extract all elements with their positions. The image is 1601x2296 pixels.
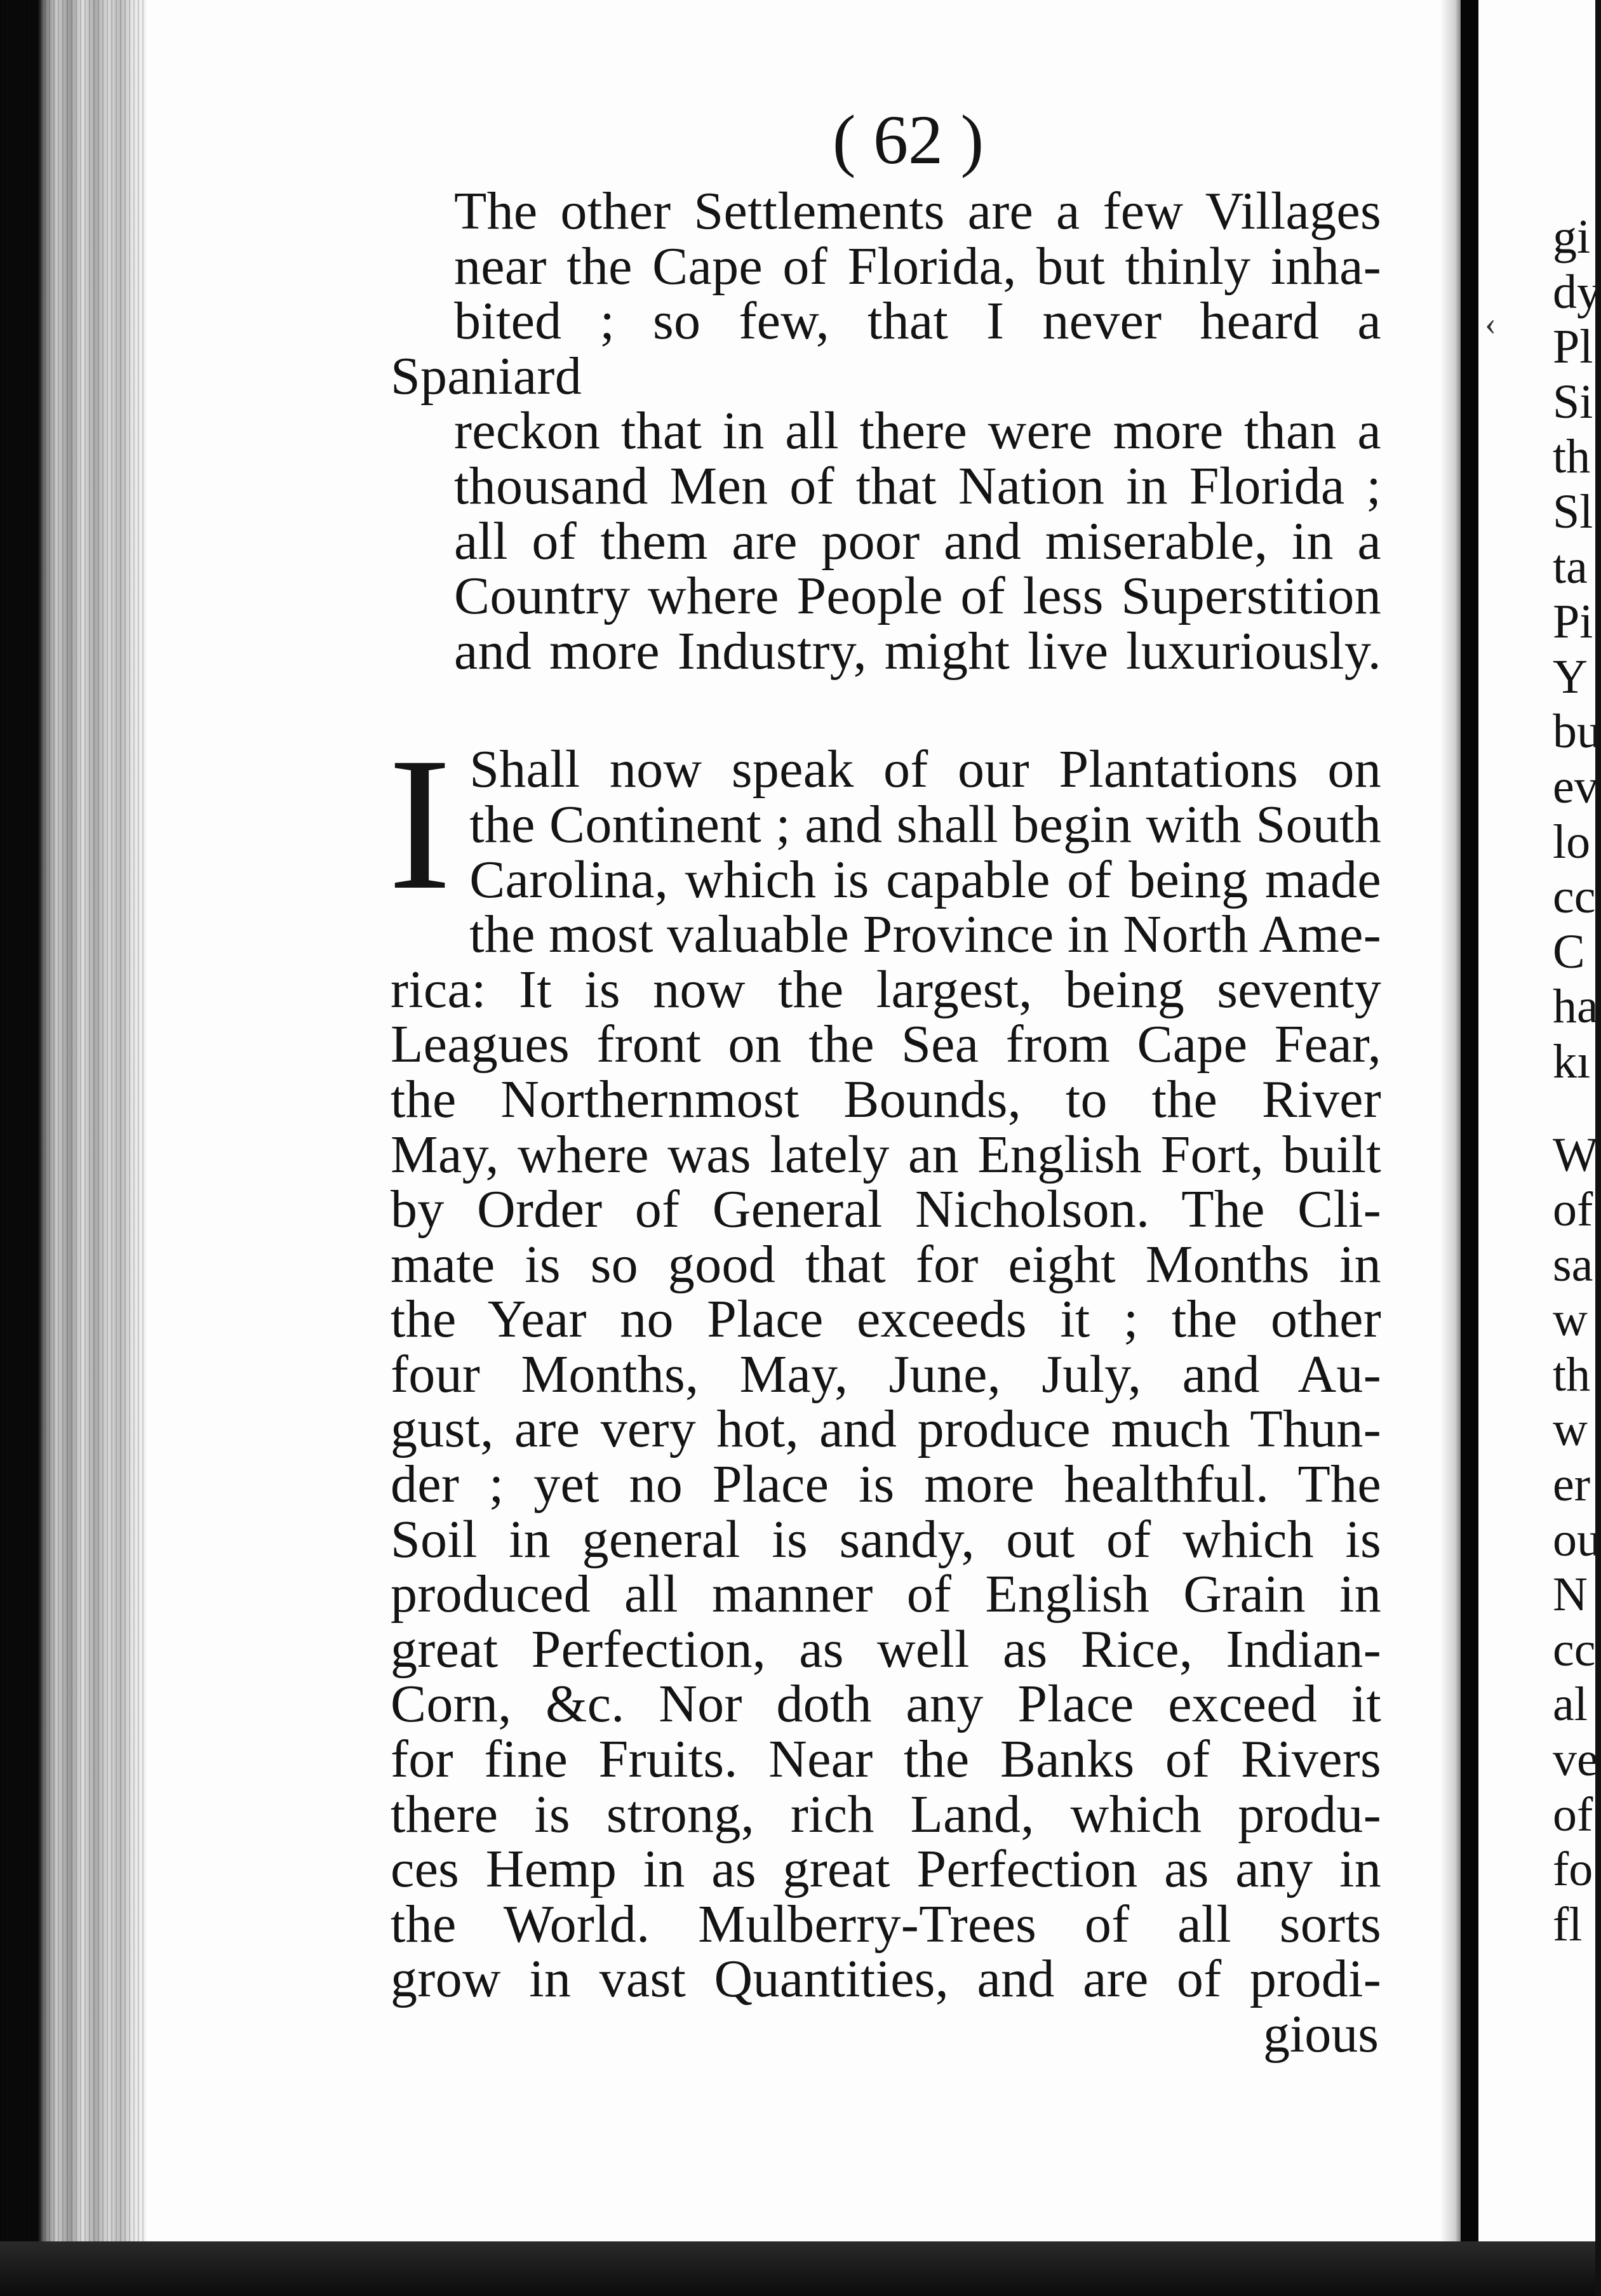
book-gutter <box>1461 0 1478 2296</box>
facing-page-fragment: th <box>1553 430 1591 484</box>
text-line: there is strong, rich Land, which produ- <box>391 1784 1381 1844</box>
text-line: rica: It is now the largest, being seventy <box>391 959 1381 1019</box>
facing-page-fragment: lo <box>1553 815 1591 869</box>
fragments-top <box>1553 210 1601 1090</box>
facing-page-fragment: C <box>1553 924 1585 978</box>
facing-page-fragment: of <box>1553 1787 1593 1841</box>
facing-page-fragment: al <box>1553 1678 1588 1732</box>
text-line: Leagues front on the Sea from Cape Fear, <box>391 1015 1381 1074</box>
facing-page-fragment: Pl <box>1553 320 1593 374</box>
margin-mark: ‹ <box>1485 304 1496 342</box>
facing-page-fragment: w <box>1553 1293 1588 1347</box>
text-line: Country where People of less Superstition <box>454 566 1381 626</box>
facing-page-fragment: W <box>1553 1128 1598 1182</box>
page-text <box>388 182 1381 2064</box>
text-line: the Continent ; and shall begin with South <box>469 794 1381 854</box>
facing-page-fragment: kı <box>1553 1034 1591 1088</box>
catchword: gious <box>1263 2005 1379 2064</box>
facing-page-fragment: ve <box>1553 1733 1598 1787</box>
paragraph-2-lines <box>391 742 1381 2007</box>
text-line: ces Hemp in as great Perfection as any in <box>391 1839 1381 1899</box>
facing-page-fragment: N <box>1553 1568 1588 1622</box>
text-line: Soil in general is sandy, out of which is <box>391 1509 1381 1569</box>
text-line: mate is so good that for eight Months in <box>391 1234 1381 1294</box>
fragments-bottom <box>1553 1128 1601 1952</box>
text-line: produced all manner of English Grain in <box>391 1565 1381 1624</box>
text-line: all of them are poor and miserable, in a <box>454 511 1381 571</box>
page-edges <box>0 0 146 2296</box>
facing-page-fragment: ev <box>1553 759 1598 813</box>
text-line: four Months, May, June, July, and Au- <box>391 1344 1381 1404</box>
facing-page-fragment: fo <box>1553 1843 1593 1897</box>
text-line: der ; yet no Place is more healthful. The <box>391 1455 1381 1514</box>
facing-page-fragment: gi <box>1553 210 1591 264</box>
facing-page-fragment: fl <box>1553 1897 1583 1951</box>
text-line: Corn, &c. Nor doth any Place exceed it <box>391 1674 1381 1734</box>
text-line: reckon that in all there were more than a <box>454 401 1381 461</box>
text-line: near the Cape of Florida, but thinly inha- <box>454 236 1381 296</box>
text-line: May, where was lately an English Fort, built <box>391 1125 1381 1184</box>
text-line: the most valuable Province in North Ame- <box>469 905 1381 964</box>
facing-page-fragment: cc <box>1553 870 1596 924</box>
facing-page-fragment: cc <box>1553 1622 1596 1676</box>
paragraph-2 <box>388 718 1381 2009</box>
text-line: the Year no Place exceeds it ; the other <box>391 1290 1381 1349</box>
facing-page-fragment: ta <box>1553 540 1588 594</box>
text-line: Shall now speak of our Plantations on <box>469 740 1381 799</box>
text-line: the World. Mulberry-Trees of all sorts <box>391 1894 1381 1954</box>
facing-page-fragment: w <box>1553 1403 1588 1457</box>
fragment-gap <box>1553 1090 1597 1128</box>
text-line: thousand Men of that Nation in Florida ; <box>454 456 1381 516</box>
text-line: by Order of General Nicholson. The Cli- <box>391 1180 1381 1239</box>
facing-page-fragment: th <box>1553 1347 1591 1401</box>
text-line: gust, are very hot, and produce much Thun- <box>391 1399 1381 1459</box>
bottom-edge <box>0 2241 1595 2296</box>
facing-page-fragment: Y <box>1553 650 1588 704</box>
text-line: grow in vast Quantities, and are of prodi- <box>391 1949 1381 2009</box>
text-line: Carolina, which is capable of being made <box>469 850 1381 909</box>
text-line: the Northernmost Bounds, to the River <box>391 1069 1381 1129</box>
facing-page-fragment: sa <box>1553 1238 1593 1292</box>
text-line: great Perfection, as well as Rice, Indian- <box>391 1619 1381 1679</box>
facing-page-fragment: bu <box>1553 705 1601 759</box>
facing-page-fragment: ha <box>1553 980 1598 1034</box>
facing-page-fragment: dy <box>1553 265 1601 319</box>
text-line: The other Settlements are a few Villages <box>454 182 1381 241</box>
facing-page-fragment: Pi <box>1553 595 1593 649</box>
facing-page-fragment: Si <box>1553 375 1593 429</box>
text-line: bited ; so few, that I never heard a Spaniard <box>391 291 1381 406</box>
paragraph-1 <box>391 184 1381 679</box>
text-line: and more Industry, might live luxuriously. <box>454 621 1381 681</box>
text-line: for fine Fruits. Near the Banks of Rivers <box>391 1730 1381 1789</box>
facing-page-fragment: of <box>1553 1183 1593 1237</box>
facing-page-fragment: er <box>1553 1458 1591 1512</box>
facing-page-text <box>1553 210 1601 1952</box>
facing-page-fragment: ou <box>1553 1512 1601 1566</box>
facing-page-fragment: Sl <box>1553 484 1593 538</box>
page-number-header: ( 62 ) <box>832 101 984 178</box>
drop-cap: I <box>388 718 452 930</box>
